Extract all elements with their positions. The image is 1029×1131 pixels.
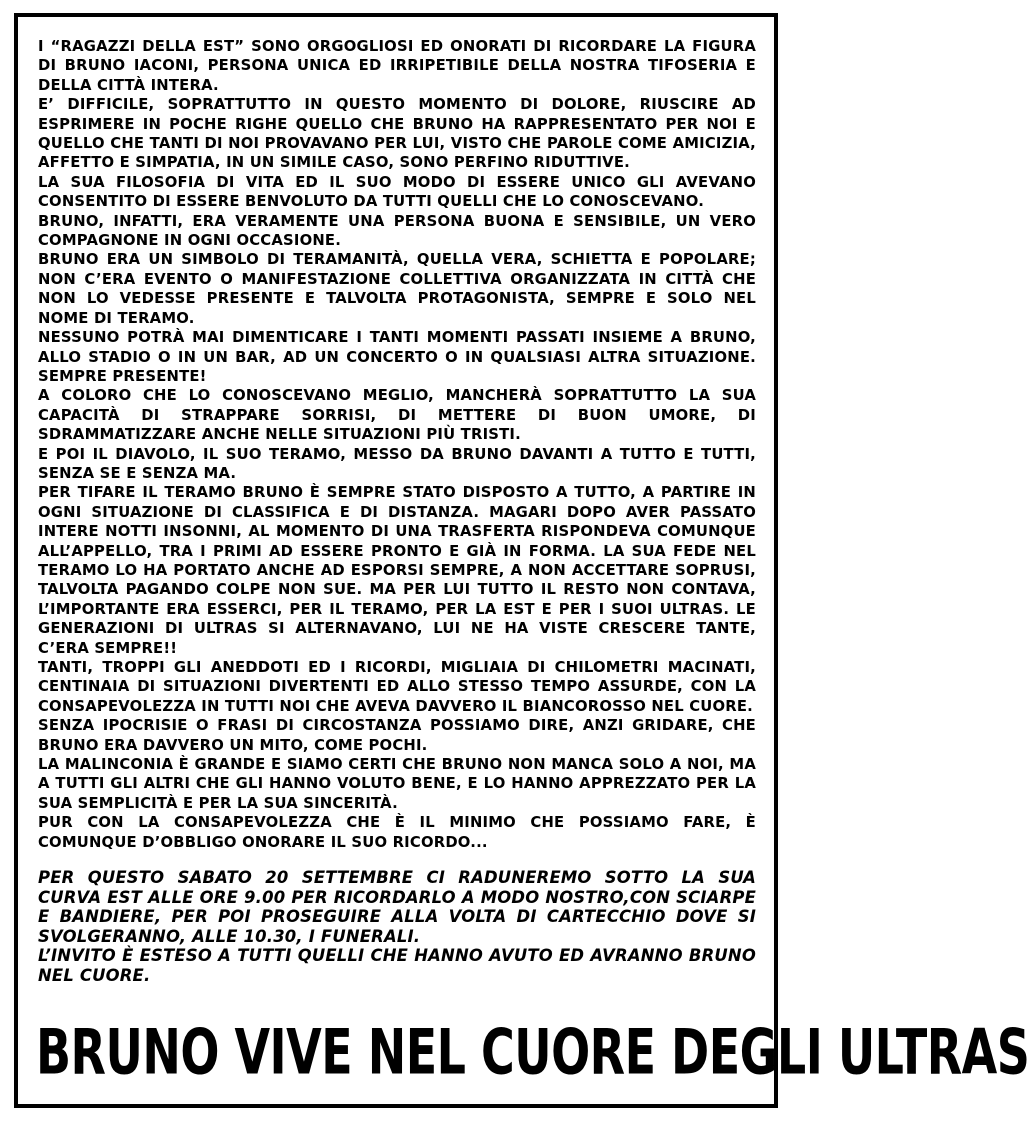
- paragraph: LA MALINCONIA È GRANDE E SIAMO CERTI CHE BRUNO NON MANCA SOLO A NOI, MA A TUTTI GLI ALTRI CHE GLI HANNO VOLUTO BENE, E LO HANNO APPREZZATO PER LA SUA SEMPLICITÀ E PER LA SUA SINCERITÀ.: [38, 756, 756, 812]
- paragraph: LA SUA FILOSOFIA DI VITA ED IL SUO MODO DI ESSERE UNICO GLI AVEVANO CONSENTITO DI ESSERE BENVOLUTO DA TUTTI QUELLI CHE LO CONOSCEVANO.: [38, 173, 756, 211]
- paragraph: E’ DIFFICILE, SOPRATTUTTO IN QUESTO MOMENTO DI DOLORE, RIUSCIRE AD ESPRIMERE IN POCHE RIGHE QUELLO CHE BRUNO HA RAPPRESENTATO PER NOI E QUELLO CHE TANTI DI NOI PROVAVANO PER LUI, VISTO CHE PAROLE COME AMICIZIA, AFFETTO E SIMPATIA, IN UN SIMILE CASO, SONO PERFINO RIDUTTIVE.: [38, 96, 756, 172]
- paragraph: BRUNO, INFATTI, ERA VERAMENTE UNA PERSONA BUONA E SENSIBILE, UN VERO COMPAGNONE IN OGNI OCCASIONE.: [38, 212, 756, 250]
- paragraph: SENZA IPOCRISIE O FRASI DI CIRCOSTANZA POSSIAMO DIRE, ANZI GRIDARE, CHE BRUNO ERA DAVVERO UN MITO, COME POCHI.: [38, 717, 756, 754]
- paragraph: E POI IL DIAVOLO, IL SUO TERAMO, MESSO DA BRUNO DAVANTI A TUTTO E TUTTI, SENZA SE E SENZA MA.: [38, 445, 756, 482]
- paragraph: TANTI, TROPPI GLI ANEDDOTI ED I RICORDI, MIGLIAIA DI CHILOMETRI MACINATI, CENTINAIA DI SITUAZIONI DIVERTENTI ED ALLO STESSO TEMPO ASSURDE, CON LA CONSAPEVOLEZZA IN TUTTI NOI CHE AVEVA DAVVERO IL BIANCOROSSO NEL CUORE.: [38, 659, 756, 715]
- body-text: [38, 37, 756, 852]
- headline: BRUNO VIVE NEL CUORE DEGLI ULTRAS: [36, 1015, 1029, 1089]
- invite-line: PER QUESTO SABATO 20 SETTEMBRE CI RADUNEREMO SOTTO LA SUA CURVA EST ALLE ORE 9.00 PER RICORDARLO A MODO NOSTRO,CON SCIARPE E BANDIERE, PER POI PROSEGUIRE ALLA VOLTA DI CARTECCHIO DOVE SI SVOLGERANNO, ALLE 10.30, I FUNERALI.: [38, 868, 756, 946]
- memorial-poster: [14, 13, 1029, 1108]
- paragraph: BRUNO ERA UN SIMBOLO DI TERAMANITÀ, QUELLA VERA, SCHIETTA E POPOLARE; NON C’ERA EVENTO O MANIFESTAZIONE COLLETTIVA ORGANIZZATA IN CITTÀ CHE NON LO VEDESSE PRESENTE E TALVOLTA PROTAGONISTA, SEMPRE E SOLO NEL NOME DI TERAMO.: [38, 251, 756, 327]
- paragraph: PUR CON LA CONSAPEVOLEZZA CHE È IL MINIMO CHE POSSIAMO FARE, È COMUNQUE D’OBBLIGO ONORARE IL SUO RICORDO...: [38, 814, 756, 851]
- paragraph: I “RAGAZZI DELLA EST” SONO ORGOGLIOSI ED ONORATI DI RICORDARE LA FIGURA DI BRUNO IACONI, PERSONA UNICA ED IRRIPETIBILE DELLA NOSTRA TIFOSERIA E DELLA CITTÀ INTERA.: [38, 38, 756, 94]
- paragraph: NESSUNO POTRÀ MAI DIMENTICARE I TANTI MOMENTI PASSATI INSIEME A BRUNO, ALLO STADIO O IN UN BAR, AD UN CONCERTO O IN QUALSIASI ALTRA SITUAZIONE. SEMPRE PRESENTE!: [38, 329, 756, 385]
- paragraph: A COLORO CHE LO CONOSCEVANO MEGLIO, MANCHERÀ SOPRATTUTTO LA SUA CAPACITÀ DI STRAPPARE SORRISI, DI METTERE DI BUON UMORE, DI SDRAMMATIZZARE ANCHE NELLE SITUAZIONI PIÙ TRISTI.: [38, 387, 756, 444]
- funeral-invitation: [38, 868, 756, 986]
- invite-line: L’INVITO È ESTESO A TUTTI QUELLI CHE HANNO AVUTO ED AVRANNO BRUNO NEL CUORE.: [38, 946, 756, 986]
- paragraph: PER TIFARE IL TERAMO BRUNO È SEMPRE STATO DISPOSTO A TUTTO, A PARTIRE IN OGNI SITUAZIONE DI CLASSIFICA E DI DISTANZA. MAGARI DOPO AVER PASSATO INTERE NOTTI INSONNI, AL MOMENTO DI UNA TRASFERTA RISPONDEVA COMUNQUE ALL’APPELLO, TRA I PRIMI AD ESSERE PRONTO E GIÀ IN FORMA. LA SUA FEDE NEL TERAMO LO HA PORTATO ANCHE AD ESPORSI SEMPRE, A NON ACCETTARE SOPRUSI, TALVOLTA PAGANDO COLPE NON SUE. MA PER LUI TUTTO IL RESTO NON CONTAVA, L’IMPORTANTE ERA ESSERCI, PER IL TERAMO, PER LA EST E PER I SUOI ULTRAS. LE GENERAZIONI DI ULTRAS SI ALTERNAVANO, LUI NE HA VISTE CRESCERE TANTE, C’ERA SEMPRE!!: [38, 484, 756, 657]
